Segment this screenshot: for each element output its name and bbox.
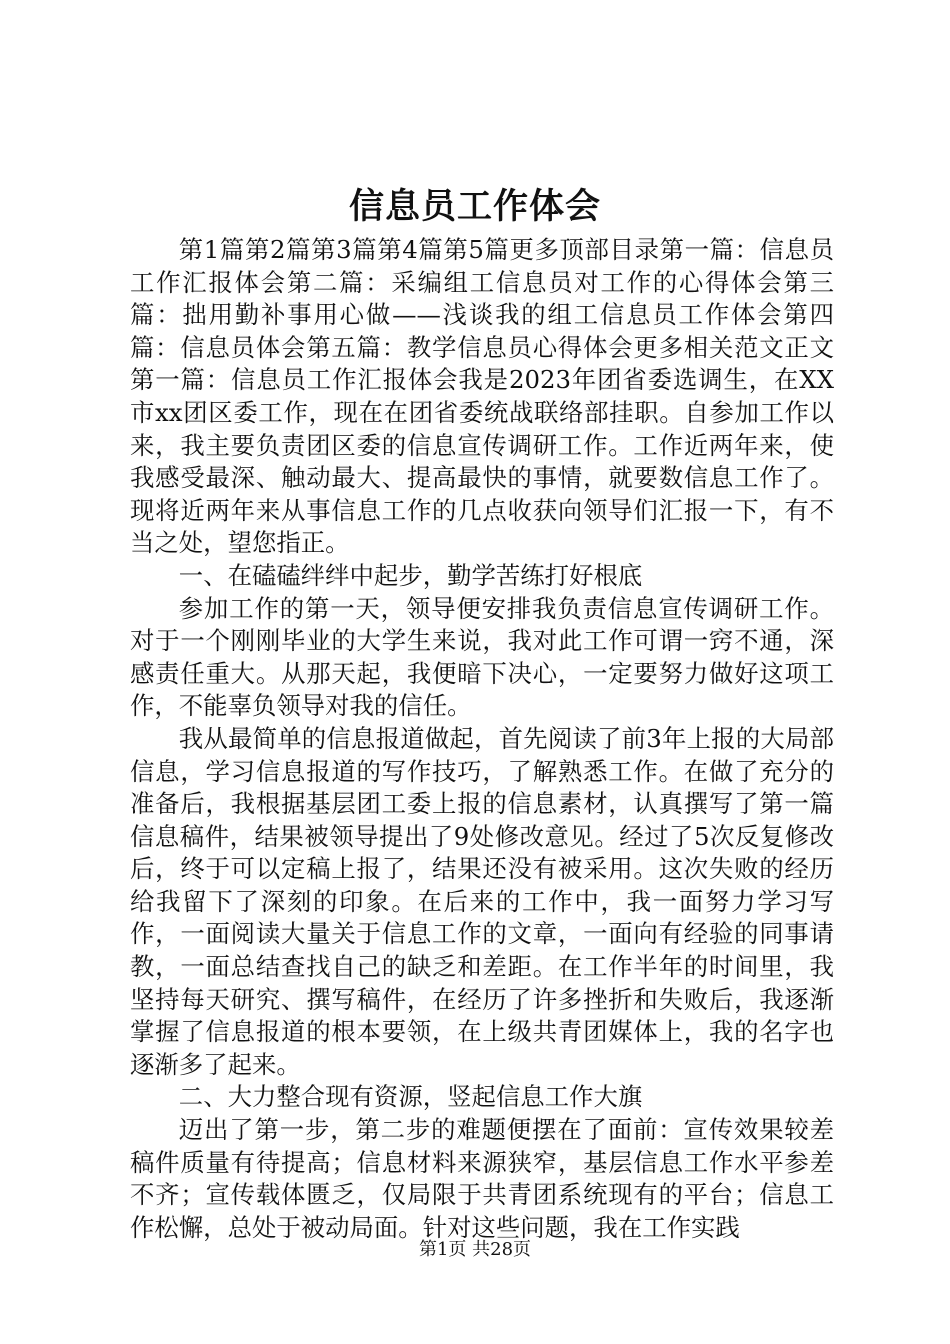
page-number: 第1页 共28页 xyxy=(418,1239,532,1260)
paragraph-intro: 第1篇第2篇第3篇第4篇第5篇更多顶部目录第一篇：信息员工作汇报体会第二篇：采编组工信息员对工作的心得体会第三篇：拙用勤补事用心做——浅谈我的组工信息员工作体会第四篇：信息员体会第五篇：教学信息员心得体会更多相关范文正文第一篇：信息员工作汇报体会我是2023年团省委选调生，在XX市xx团区委工作，现在在团省委统战联络部挂职。自参加工作以来，我主要负责团区委的信息宣传调研工作。工作近两年来，使我感受最深、触动最大、提高最快的事情，就要数信息工作了。现将近两年来从事信息工作的几点收获向领导们汇报一下，有不当之处，望您指正。 xyxy=(130,235,834,558)
section-heading-2: 二、大力整合现有资源，竖起信息工作大旗 xyxy=(178,1082,643,1112)
document-body xyxy=(130,234,834,1244)
paragraph-2: 我从最简单的信息报道做起，首先阅读了前3年上报的大局部信息，学习信息报道的写作技巧，了解熟悉工作。在做了充分的准备后，我根据基层团工委上报的信息素材，认真撰写了第一篇信息稿件，结果被领导提出了9处修改意见。经过了5次反复修改后，终于可以定稿上报了，结果还没有被采用。这次失败的经历给我留下了深刻的印象。在后来的工作中，我一面努力学习写作，一面阅读大量关于信息工作的文章，一面向有经验的同事请教，一面总结查找自己的缺乏和差距。在工作半年的时间里，我坚持每天研究、撰写稿件，在经历了许多挫折和失败后，我逐渐掌握了信息报道的根本要领，在上级共青团媒体上，我的名字也逐渐多了起来。 xyxy=(130,723,834,1079)
paragraph-3: 迈出了第一步，第二步的难题便摆在了面前：宣传效果较差稿件质量有待提高；信息材料来源狭窄，基层信息工作水平参差不齐；宣传载体匮乏，仅局限于共青团系统现有的平台；信息工作松懈，总处于被动局面。针对这些问题，我在工作实践 xyxy=(130,1115,834,1242)
paragraph-1: 参加工作的第一天，领导便安排我负责信息宣传调研工作。对于一个刚刚毕业的大学生来说，我对此工作可谓一窍不通，深感责任重大。从那天起，我便暗下决心，一定要努力做好这项工作，不能辜负领导对我的信任。 xyxy=(130,593,834,721)
section-heading-1: 一、在磕磕绊绊中起步，勤学苦练打好根底 xyxy=(178,560,643,590)
document-title: 信息员工作体会 xyxy=(348,186,601,227)
